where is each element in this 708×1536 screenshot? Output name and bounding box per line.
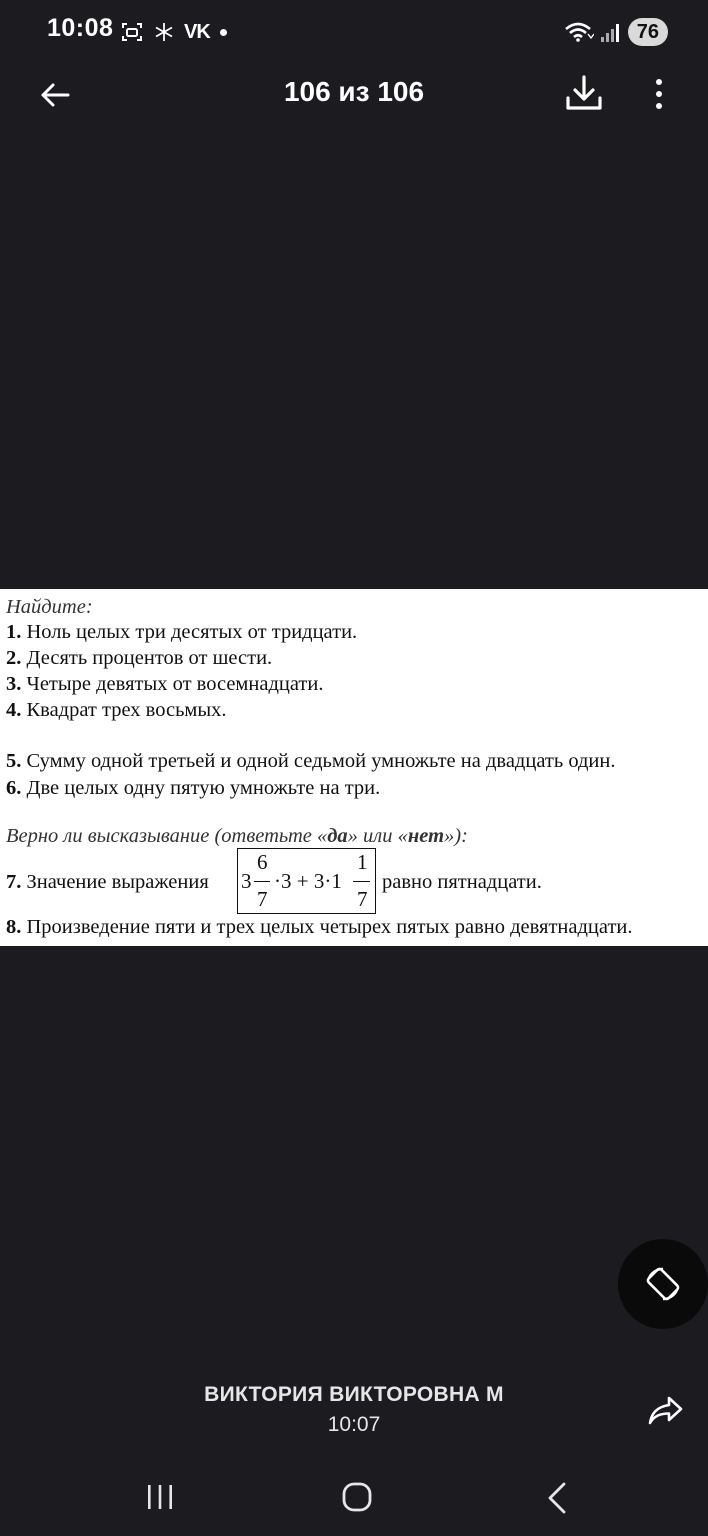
item-text: Ноль целых три десятых от тридцати. [26, 621, 358, 643]
list-item [6, 750, 615, 773]
item-number: 5. [6, 750, 22, 772]
heading-true-false [6, 825, 468, 848]
fraction-bar-2 [353, 881, 370, 882]
item-text: Четыре девятых от восемнадцати. [26, 673, 324, 695]
item-text-after: равно пятнадцати. [382, 871, 542, 893]
heading-find: Найдите: [6, 596, 93, 618]
download-icon[interactable] [562, 72, 606, 116]
list-item [6, 621, 357, 644]
back-icon[interactable] [540, 1478, 572, 1518]
list-item [6, 777, 380, 800]
list-item [6, 699, 227, 722]
wifi-icon [564, 21, 594, 43]
expr-numerator-1: 6 [257, 850, 268, 874]
more-vertical-icon[interactable] [646, 74, 672, 114]
item-text: Произведение пяти и трех целых четырех пятых равно девятнадцати. [26, 916, 633, 938]
snowflake-icon [154, 22, 174, 42]
expr-denominator-1: 7 [257, 887, 268, 911]
item-number: 8. [6, 916, 22, 938]
heading-true-mid: » или « [347, 825, 408, 847]
screen-rotate-icon [643, 1264, 683, 1304]
rotate-screen-button[interactable] [618, 1239, 708, 1329]
battery-icon: 76 [628, 18, 668, 46]
status-icons-left [120, 18, 227, 46]
status-time: 10:08 [47, 14, 114, 42]
sender-name: ВИКТОРИЯ ВИКТОРОВНА М [204, 1383, 504, 1406]
fraction-bar-1 [254, 881, 270, 882]
item-text: Две целых одну пятую умножьте на три. [26, 777, 381, 799]
page-counter: 106 из 106 [283, 76, 425, 107]
item-text: Сумму одной третьей и одной седьмой умножьте на двадцать один. [26, 750, 616, 772]
expr-middle: ·3 + 3·1 [274, 869, 342, 893]
item-number: 3. [6, 673, 22, 695]
list-item-7 [6, 871, 209, 894]
item-number: 1. [6, 621, 22, 643]
notification-dot [220, 29, 227, 36]
status-bar [0, 0, 708, 64]
sent-time: 10:07 [327, 1413, 381, 1436]
item-text: Квадрат трех восьмых. [26, 699, 227, 721]
list-item [6, 673, 323, 696]
home-icon[interactable] [338, 1478, 376, 1516]
expression-box [237, 848, 376, 914]
heading-true-end: »): [444, 825, 468, 847]
heading-true-no: нет [407, 825, 445, 847]
system-nav-bar [0, 1460, 708, 1536]
document-image[interactable] [0, 589, 708, 946]
heading-true-yes: да [327, 825, 348, 847]
item-text-before: Значение выражения [26, 871, 209, 893]
top-app-bar [0, 64, 708, 124]
expr-numerator-2: 1 [357, 850, 368, 874]
share-icon[interactable] [646, 1390, 686, 1430]
item-number: 4. [6, 699, 22, 721]
item-number: 7. [6, 871, 22, 893]
heading-true-part: Верно ли высказывание (ответьте « [6, 825, 328, 847]
item-number: 2. [6, 647, 22, 669]
expr-denominator-2: 7 [357, 887, 368, 911]
item-number: 6. [6, 777, 22, 799]
signal-icon [600, 21, 622, 43]
vk-icon: VK [184, 20, 210, 43]
list-item [6, 647, 272, 670]
expr-whole-1: 3 [241, 869, 252, 893]
screenshot-icon [120, 20, 144, 44]
list-item-8 [6, 916, 633, 939]
item-text: Десять процентов от шести. [26, 647, 273, 669]
status-icons-right [564, 16, 668, 48]
recent-apps-icon[interactable] [142, 1482, 178, 1512]
